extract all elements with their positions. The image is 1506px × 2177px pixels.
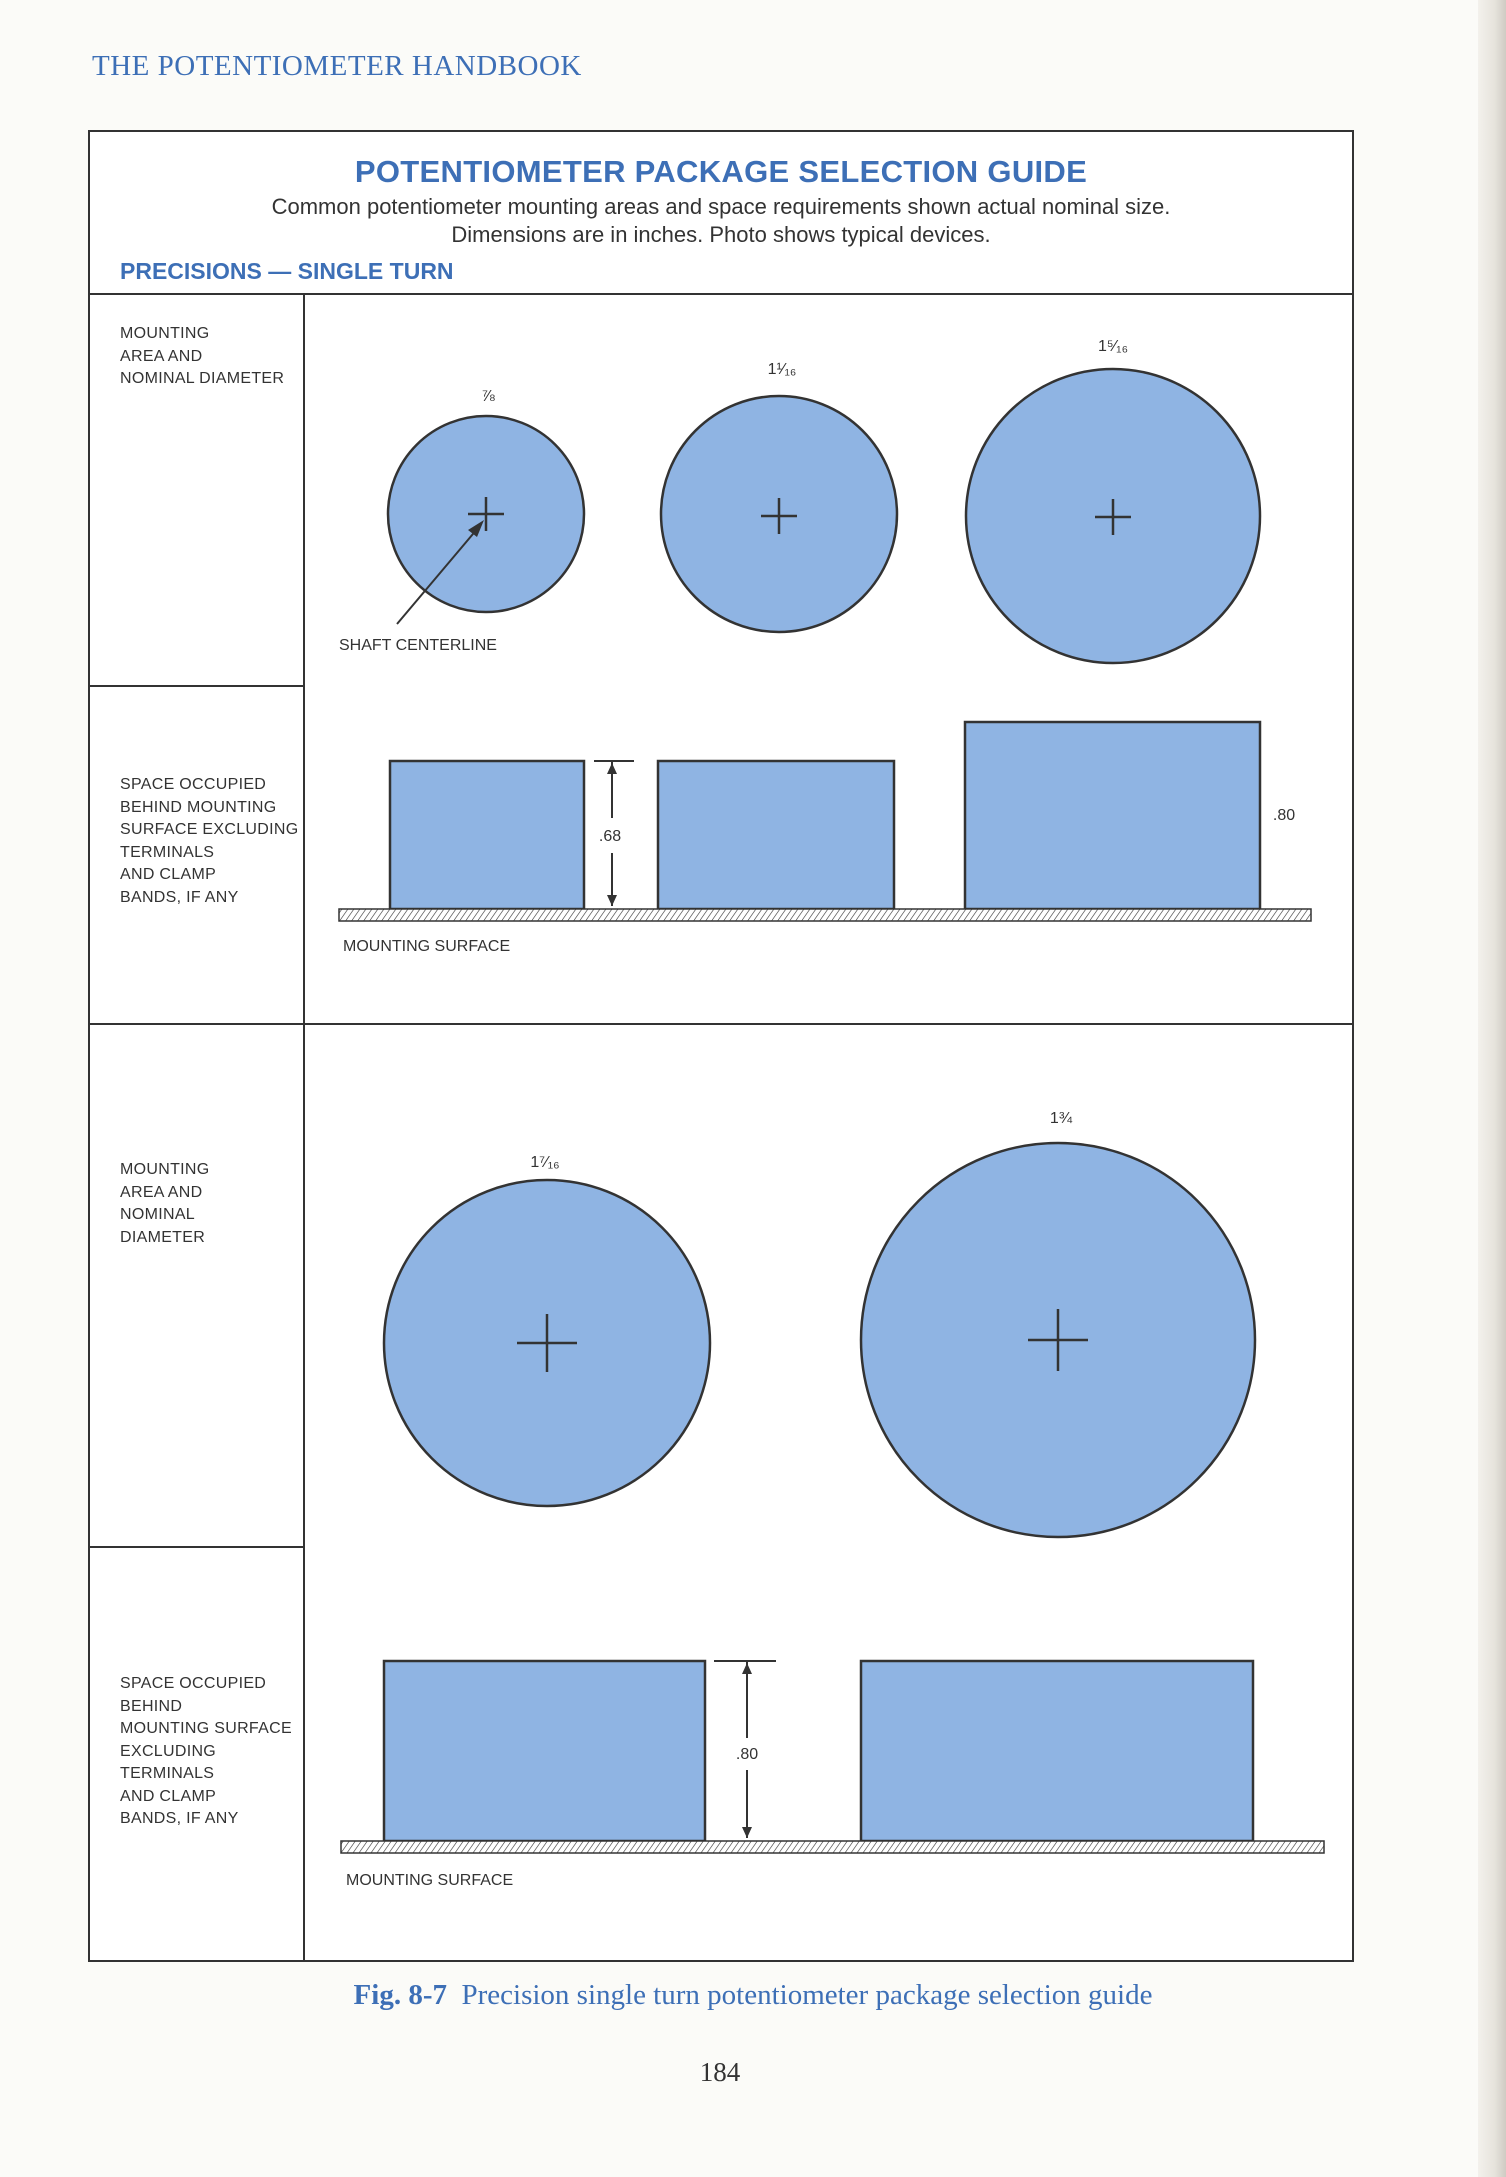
circle-1-1-16 (661, 396, 897, 632)
height-label: .80 (1272, 807, 1296, 824)
mounting-surface-hatch-2 (341, 1841, 1324, 1853)
figure-caption-text: Precision single turn potentiometer package selection guide (461, 1979, 1153, 2011)
label-line: TERMINALS (120, 843, 215, 861)
label-line: AND CLAMP (120, 1787, 217, 1805)
label-line: BEHIND MOUNTING (120, 798, 277, 816)
diameter-label: 1¹⁄₁₆ (767, 361, 797, 378)
height-label: .80 (735, 1746, 759, 1763)
body-profile-1-5-16 (965, 722, 1260, 909)
body-profile-1-7-16 (384, 1661, 705, 1841)
guide-subtitle-line-2: Dimensions are in inches. Photo shows typical devices. (451, 222, 991, 247)
label-line: SURFACE EXCLUDING (120, 821, 299, 838)
body-profile-1-3-4 (861, 1661, 1253, 1841)
body-profile-1-1-16 (658, 761, 894, 909)
label-line: AREA AND (120, 347, 203, 365)
diameter-label: 1¾ (1049, 1110, 1073, 1127)
label-line: NOMINAL (120, 1206, 195, 1223)
circle-7-8 (388, 416, 584, 612)
label-line: EXCLUDING (120, 1742, 217, 1760)
label-line: AND CLAMP (120, 866, 217, 883)
page-number: 184 (699, 2057, 741, 2087)
mounting-surface-hatch-1 (339, 909, 1311, 921)
height-label: .68 (598, 828, 622, 845)
label-line: MOUNTING SURFACE (120, 1720, 292, 1737)
figure-caption (0, 1979, 1506, 2012)
label-line: AREA AND (120, 1183, 203, 1201)
shaft-centerline-label: SHAFT CENTERLINE (339, 637, 497, 654)
diameter-label: ⅞ (481, 388, 495, 405)
running-head: THE POTENTIOMETER HANDBOOK (92, 50, 582, 82)
diameter-label: 1⁷⁄₁₆ (530, 1154, 560, 1171)
label-line: MOUNTING (120, 325, 210, 342)
body-profile-7-8 (390, 761, 584, 909)
label-line: NOMINAL DIAMETER (120, 370, 285, 387)
circle-1-3-4 (861, 1143, 1255, 1537)
label-line: BEHIND (120, 1697, 183, 1715)
circle-1-5-16 (966, 369, 1260, 663)
diameter-label: 1⁵⁄₁₆ (1097, 338, 1129, 355)
mounting-surface-label-1: MOUNTING SURFACE (343, 938, 511, 955)
figure-number: Fig. 8-7 (353, 1979, 447, 2011)
section-label: PRECISIONS — SINGLE TURN (120, 258, 454, 284)
label-line: SPACE OCCUPIED (120, 776, 267, 793)
label-line: DIAMETER (120, 1228, 206, 1246)
guide-subtitle-line-1: Common potentiometer mounting areas and space requirements shown actual nominal size. (271, 194, 1171, 219)
circle-1-7-16 (384, 1180, 710, 1506)
label-line: BANDS, IF ANY (120, 888, 239, 906)
label-line: MOUNTING (120, 1161, 210, 1178)
mounting-surface-label-2: MOUNTING SURFACE (346, 1872, 514, 1889)
label-line: TERMINALS (120, 1765, 215, 1782)
label-line: SPACE OCCUPIED (120, 1675, 267, 1692)
guide-title: POTENTIOMETER PACKAGE SELECTION GUIDE (354, 154, 1088, 189)
label-line: BANDS, IF ANY (120, 1810, 239, 1827)
